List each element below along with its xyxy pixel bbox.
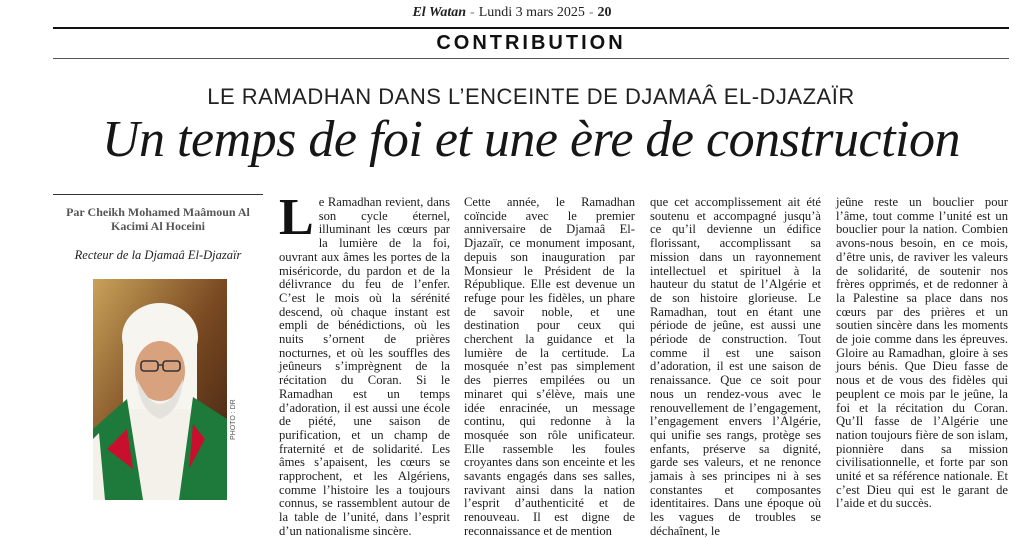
photo-credit: PHOTO : DR [230, 399, 237, 440]
portrait-illustration [93, 279, 227, 500]
author-role: Recteur de la Djamaâ El-Djazaïr [74, 248, 242, 262]
issue-date: Lundi 3 mars 2025 [478, 5, 585, 20]
drop-cap: L [279, 189, 314, 246]
article-kicker: LE RAMADHAN DANS L’ENCEINTE DE DJAMAÂ EL-DJAZAÏR [207, 84, 855, 109]
column-1-text: e Ramadhan revient, dans son cycle éternel, illuminant les cœurs par la lumière de la foi, ouvrant aux âmes les portes de la miséricorde, du pardon et de la délivrance du feu de l’enfer. C’est le mois où la sérénité descend, où chaque instant est empli de bénédictions, où les nuits s’ornent de prières nocturnes, et où les souffles des jeûneurs s’imprègnent de la récitation du Coran. Si le Ramadhan est un temps d’adoration, il est aussi une école de piété, une saison de purification, et un champ de fraternité et de solidarité. Les âmes s’apaisent, les cœurs se rapprochent, et les Algériens, comme l’histoire les a toujours connus, se rassemblent autour de la table de l’unité, dans l’esprit d’un nationalisme sincère. [279, 195, 450, 538]
byline-rule [53, 194, 263, 195]
newspaper-name: El Watan [412, 5, 467, 20]
author-byline: Par Cheikh Mohamed Maâmoun Al Kacimi Al Hoceini [66, 205, 250, 233]
article-column-1 [279, 189, 450, 538]
page-number: 20 [597, 5, 612, 20]
page-header: El Watan - Lundi 3 mars 2025 - 20 [412, 5, 612, 20]
author-box [53, 194, 263, 263]
section-rule [53, 58, 1009, 59]
article-headline: Un temps de foi et une ère de construction [102, 111, 960, 168]
article-column-2: Cette année, le Ramadhan coïncide avec le premier anniversaire de Djamaâ El-Djazaïr, ce monument imposant, depuis son inauguration par Monsieur le Président de la République. Elle est devenue un refuge pour les fidèles, un phare de savoir noble, et une destination pour ceux qui cherchent la guidance et la lumière de la certitude. La mosquée n’est pas simplement des pierres empilées ou un minaret qui s’élève, mais une idée enracinée, un message continu, qui redonne à la mosquée son rôle unificateur. Elle rassemble les foules croyantes dans son enceinte et les savants engagés dans ses salles, ravivant ainsi dans la nation l’esprit d’authenticité et de renouveau. Il est digne de reconnaissance et de mention [464, 195, 635, 538]
article-column-4: jeûne reste un bouclier pour l’âme, tout comme l’unité est un bouclier pour la nation. Combien avons-nous besoin, en ce mois, d’être unis, de raviver les valeurs de solidarité, de soutenir nos frères opprimés, et de redonner à la Palestine sa place dans nos cœurs par des prières et un soutien sincère dans les moments de joie comme dans les épreuves. Gloire au Ramadhan, gloire à ses jours bénis. Que Dieu fasse de nous et de vous des fidèles qui peuplent ce mois par le jeûne, la foi et la récitation du Coran. Qu’Il fasse de l’Algérie une nation toujours fière de son islam, pionnière dans sa mission civilisationnelle, et forte par son unité et sa référence nationale. Et c’est Dieu qui est le garant de l’aide et du succès. [836, 195, 1008, 511]
section-label: CONTRIBUTION [436, 32, 626, 54]
top-rule [53, 27, 1009, 29]
author-photo [93, 279, 227, 500]
article-column-3: que cet accomplissement ait été soutenu et accompagné jusqu’à ce qu’il devienne un édifice florissant, accomplissant sa mission dans un rayonnement intellectuel et spirituel à la hauteur du statut de l’Algérie et de son histoire glorieuse. Le Ramadhan, tout en étant une période de jeûne, est aussi une période de construction. Tout comme il est une saison d’adoration, il est une saison de renaissance. Que ce soit pour nous un rendez-vous avec le renouvellement de l’engagement, l’engagement envers l’Algérie, qui unifie ses rangs, protège ses enfants, préserve sa dignité, garde ses valeurs, et ne renonce jamais à ses principes ni à ses constantes et composantes identitaires. Dans une époque où les vagues de troubles se déchaînent, le [650, 195, 821, 538]
